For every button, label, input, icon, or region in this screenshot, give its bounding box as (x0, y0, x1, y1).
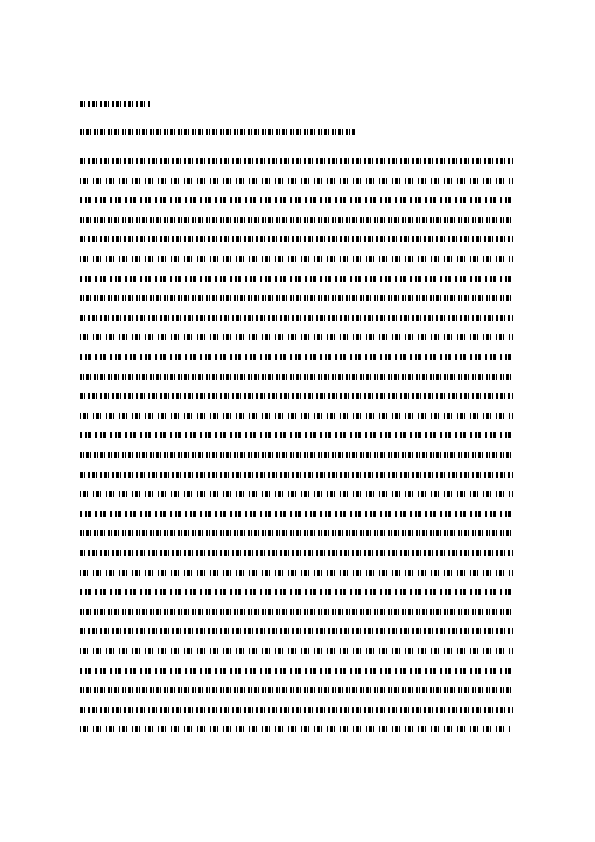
body-text-line (80, 550, 513, 556)
body-text-line (80, 256, 513, 262)
body-text-line (80, 295, 513, 301)
body-text-line (80, 393, 513, 399)
body-text-line (80, 609, 513, 615)
body-text-line (80, 217, 513, 223)
body-text-line (80, 178, 513, 184)
body-text-line (80, 354, 513, 360)
body-text-line (80, 570, 513, 576)
body-text-line (80, 334, 513, 340)
body-text-line (80, 726, 512, 732)
body-text-line (80, 687, 513, 693)
body-text-line (80, 648, 513, 654)
body-text-line (80, 276, 513, 282)
body-text-line (80, 374, 513, 380)
body-text-line (80, 668, 513, 674)
body-text-line (80, 589, 513, 595)
body-text-line (80, 432, 513, 438)
body-text-line (80, 511, 513, 517)
body-text-line (80, 628, 513, 634)
body-text-line (80, 236, 513, 242)
body-text-line (80, 491, 513, 497)
body-text-line (80, 530, 513, 536)
body-text-line (80, 413, 513, 419)
body-text-line (80, 472, 513, 478)
body-text-line (80, 197, 513, 203)
body-text-line (80, 452, 513, 458)
body-text-line (80, 315, 513, 321)
body-text-line (80, 158, 513, 164)
body-text-line (80, 707, 513, 713)
